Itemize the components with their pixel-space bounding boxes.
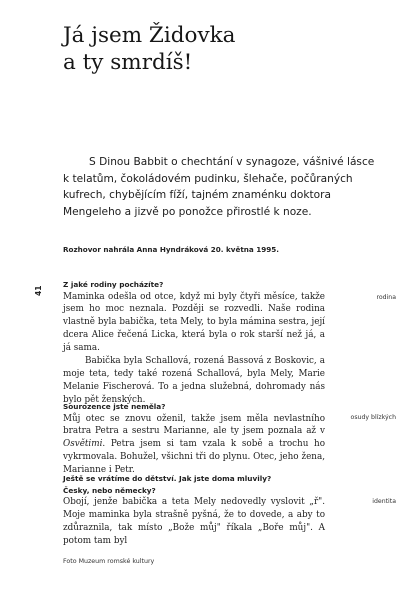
- side-note-fates: osudy blízkých: [350, 414, 396, 421]
- side-note-family: rodina: [376, 294, 396, 301]
- answer-text: . Petra jsem si tam vzala k sobě a trochu ho vykrmovala. Bohužel, všichni tři do plynu. Otec, jeho žena, Marianne i Petr.: [63, 439, 325, 476]
- answer-paragraph: Obojí, jenže babička a teta Mely nedovedly vyslovit „ř". Moje maminka byla strašně pyšná, že to dovede, a aby to zdůraznila, tak místo „Bože můj" říkala „Boře můj". A potom tam byl: [63, 497, 325, 546]
- side-note-identity: identita: [372, 498, 396, 505]
- section-family: [63, 279, 325, 407]
- page-number: 41: [34, 285, 43, 296]
- answer-paragraph: Babička byla Schallová, rozená Bassová z Boskovic, a moje teta, tedy také rozená Schallová, byla Mely, Marie Melanie Fischerová. To a jedna služebná, dohromady nás bylo pět ženských.: [63, 356, 325, 405]
- answer-text: Můj otec se znovu oženil, takže jsem měla nevlastního bratra Petra a sestru Marianne, ale ty jsem poznala až v: [63, 413, 325, 437]
- question-family: Z jaké rodiny pocházíte?: [63, 280, 164, 289]
- question-language: Ještě se vrátíme do dětství. Jak jste doma mluvily?: [63, 474, 272, 483]
- answer-paragraph: [63, 413, 325, 478]
- question-siblings: Sourozence jste neměla?: [63, 402, 166, 411]
- article-title: [63, 22, 383, 76]
- interview-credit: Rozhovor nahrála Anna Hyndráková 20. května 1995.: [63, 245, 279, 254]
- title-line-2: a ty smrdíš!: [63, 50, 193, 75]
- title-line-1: Já jsem Židovka: [63, 23, 236, 48]
- photo-credit: Foto Muzeum romské kultury: [63, 558, 155, 565]
- answer-paragraph: Maminka odešla od otce, když mi byly čtyři měsíce, takže jsem ho moc neznala. Později se rozvedli. Naše rodina vlastně byla babička, teta Mely, to byla mámina sestra, její dcera Alice řečená Licka, která byla o rok starší než já, a já sama.: [63, 291, 325, 354]
- lead-paragraph: S Dinou Babbit o chechtání v synagoze, vášnivé lásce k telatům, čokoládovém pudinku, šlehače, počůraných kufrech, chybějícím fíží, tajném znaménku doktora Mengeleho a jizvě po ponožce přirostlé k noze.: [63, 156, 375, 218]
- answer-italic: Osvětimi: [63, 439, 103, 450]
- section-language: [63, 473, 325, 548]
- section-siblings: [63, 401, 325, 477]
- question-language: Česky, nebo německy?: [63, 485, 156, 495]
